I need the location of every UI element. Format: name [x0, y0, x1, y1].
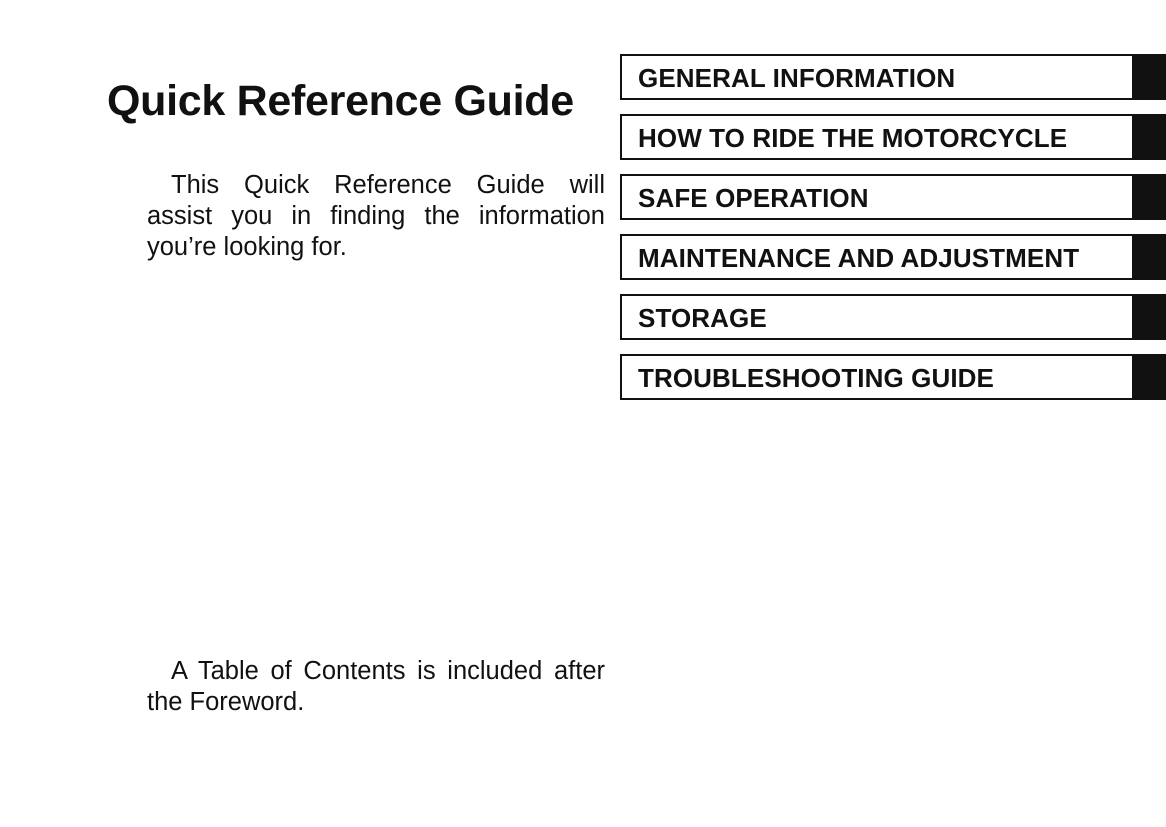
section-label: GENERAL INFORMATION	[638, 63, 956, 93]
section-label: SAFE OPERATION	[638, 183, 869, 213]
section-label: STORAGE	[638, 303, 767, 333]
section-label: MAINTENANCE AND ADJUSTMENT	[638, 243, 1080, 273]
section-storage[interactable]	[620, 294, 1166, 340]
section-thumb-tab	[1132, 174, 1166, 220]
section-index	[620, 54, 1166, 414]
section-label: HOW TO RIDE THE MOTORCYCLE	[638, 123, 1068, 153]
section-safe-operation[interactable]	[620, 174, 1166, 220]
toc-note: A Table of Contents is included after the Foreword.	[147, 657, 605, 716]
section-maintenance-and-adjustment[interactable]	[620, 234, 1166, 280]
intro-paragraph: This Quick Reference Guide will assist you in finding the information you’re looking for.	[147, 171, 605, 261]
section-thumb-tab	[1132, 294, 1166, 340]
section-troubleshooting-guide[interactable]	[620, 354, 1166, 400]
section-thumb-tab	[1132, 114, 1166, 160]
section-thumb-tab	[1132, 54, 1166, 100]
page-title: Quick Reference Guide	[107, 77, 574, 125]
section-general-information[interactable]	[620, 54, 1166, 100]
section-label: TROUBLESHOOTING GUIDE	[638, 363, 994, 393]
section-thumb-tab	[1132, 354, 1166, 400]
section-how-to-ride[interactable]	[620, 114, 1166, 160]
section-thumb-tab	[1132, 234, 1166, 280]
